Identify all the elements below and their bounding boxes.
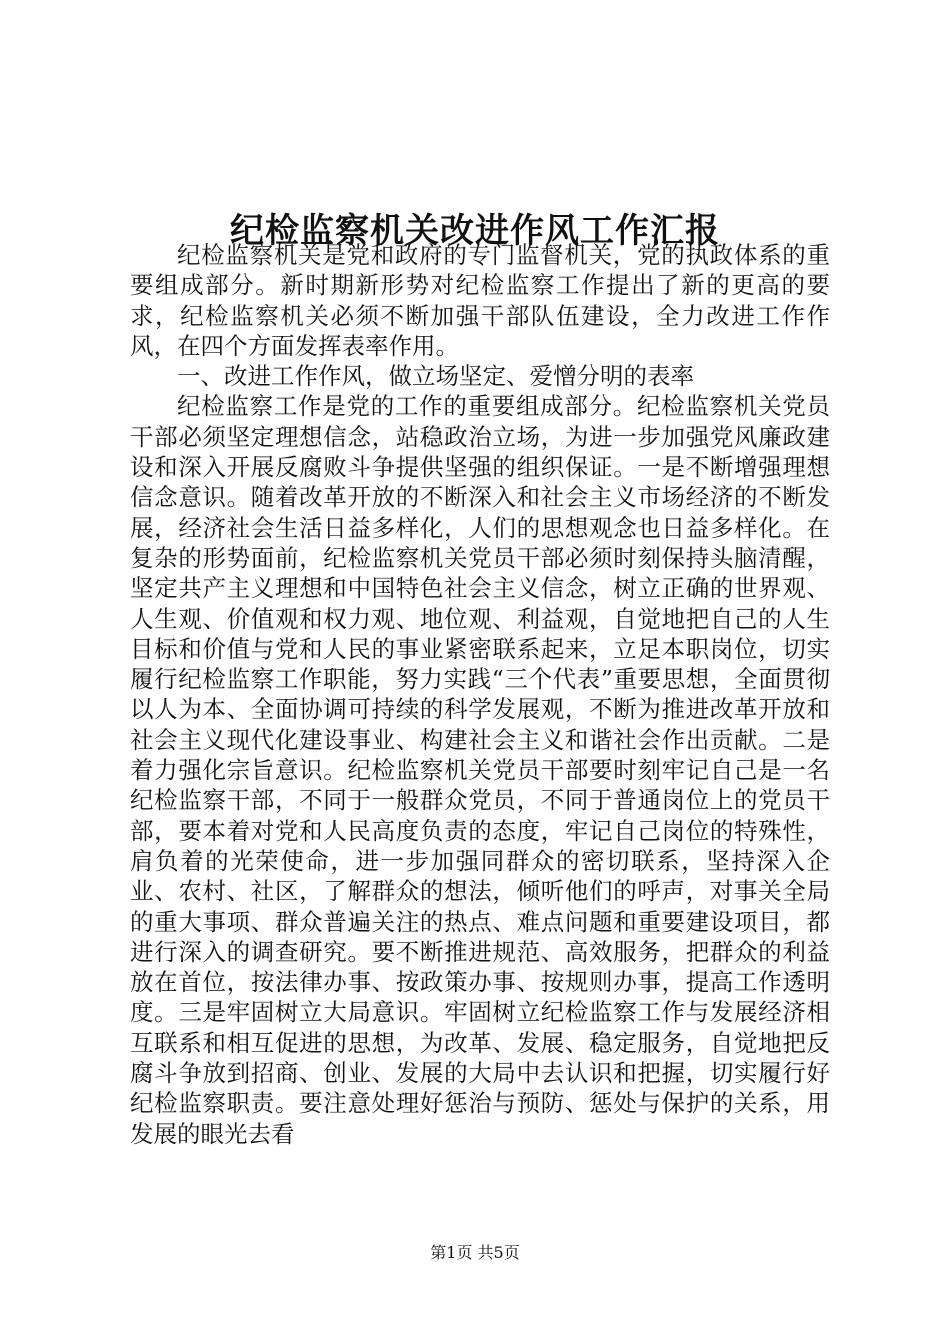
page-footer: 第1页 共5页 bbox=[430, 1243, 520, 1262]
document-body bbox=[130, 240, 830, 1149]
section-paragraph: 纪检监察工作是党的工作的重要组成部分。纪检监察机关党员干部必须坚定理想信念，站稳政治立场，为进一步加强党风廉政建设和深入开展反腐败斗争提供坚强的组织保证。一是不断增强理想信念意识。随着改革开放的不断深入和社会主义市场经济的不断发展，经济社会生活日益多样化，人们的思想观念也日益多样化。在复杂的形势面前，纪检监察机关党员干部必须时刻保持头脑清醒，坚定共产主义理想和中国特色社会主义信念，树立正确的世界观、人生观、价值观和权力观、地位观、利益观，自觉地把自己的人生目标和价值与党和人民的事业紧密联系起来，立足本职岗位，切实履行纪检监察工作职能，努力实践“三个代表”重要思想，全面贯彻以人为本、全面协调可持续的科学发展观，不断为推进改革开放和社会主义现代化建设事业、构建社会主义和谐社会作出贡献。二是着力强化宗旨意识。纪检监察机关党员干部要时刻牢记自己是一名纪检监察干部，不同于一般群众党员，不同于普通岗位上的党员干部，要本着对党和人民高度负责的态度，牢记自己岗位的特殊性，肩负着的光荣使命，进一步加强同群众的密切联系，坚持深入企业、农村、社区，了解群众的想法，倾听他们的呼声，对事关全局的重大事项、群众普遍关注的热点、难点问题和重要建设项目，都进行深入的调查研究。要不断推进规范、高效服务，把群众的利益放在首位，按法律办事、按政策办事、按规则办事，提高工作透明度。三是牢固树立大局意识。牢固树立纪检监察工作与发展经济相互联系和相互促进的思想，为改革、发展、稳定服务，自觉地把反腐斗争放到招商、创业、发展的大局中去认识和把握，切实履行好纪检监察职责。要注意处理好惩治与预防、惩处与保护的关系，用发展的眼光去看 bbox=[130, 392, 830, 1148]
intro-paragraph: 纪检监察机关是党和政府的专门监督机关，党的执政体系的重要组成部分。新时期新形势对纪检监察工作提出了新的更高的要求，纪检监察机关必须不断加强干部队伍建设，全力改进工作作风，在四个方面发挥表率作用。 bbox=[130, 241, 830, 360]
document-title: 纪检监察机关改进作风工作汇报 bbox=[230, 210, 720, 251]
section-heading: 一、改进工作作风，做立场坚定、爱憎分明的表率 bbox=[177, 362, 694, 391]
